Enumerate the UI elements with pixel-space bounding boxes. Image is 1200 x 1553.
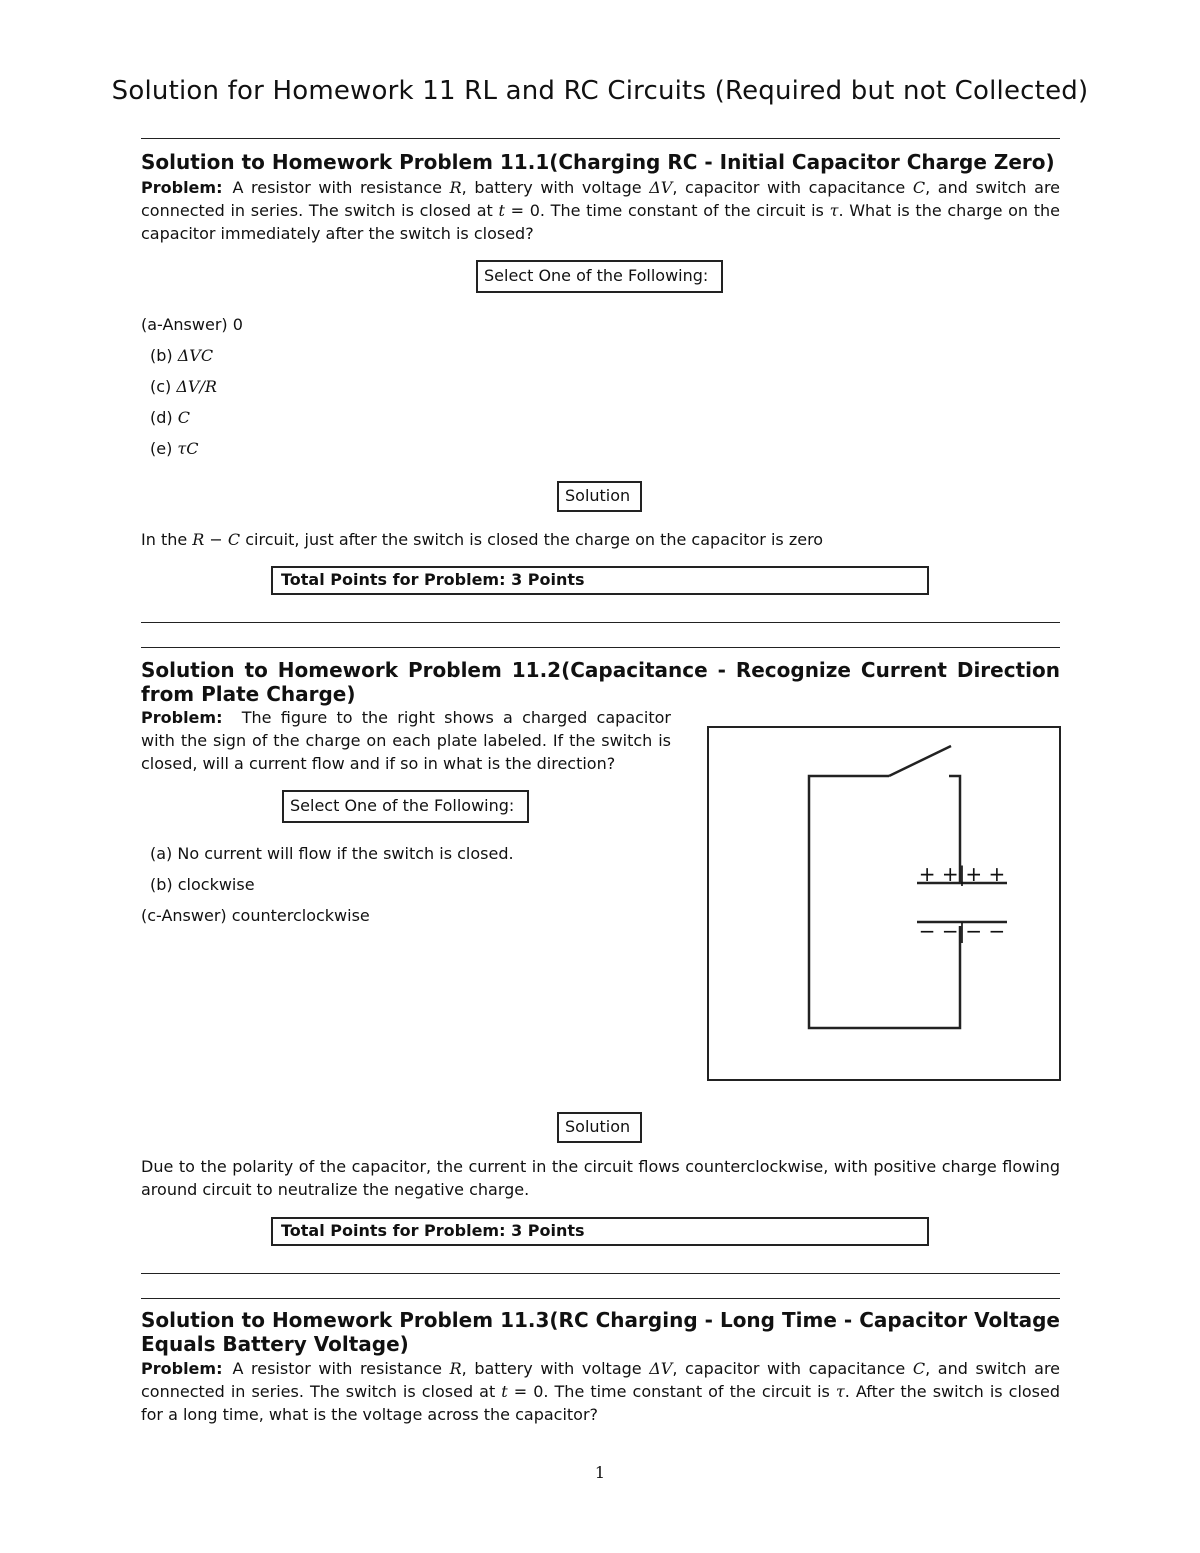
problem-label: Problem:	[141, 178, 223, 197]
negative-charge-label: − −|− −	[918, 919, 1006, 943]
problem-label: Problem:	[141, 708, 223, 727]
page-title: Solution for Homework 11 RL and RC Circuits (Required but not Collected)	[111, 76, 1089, 106]
circuit-wire	[809, 776, 960, 1028]
solution-box: Solution	[557, 481, 642, 512]
problem-3-statement: Problem: A resistor with resistance R, battery with voltage ΔV, capacitor with capacitance C, and switch are connected in series. The switch is closed at t = 0. The time constant of the circuit is τ. After the switch is closed for a long time, what is the voltage across the capacitor?	[141, 1359, 1061, 1424]
problem-label: Problem:	[141, 1359, 223, 1378]
problem-2-solution: Due to the polarity of the capacitor, the current in the circuit flows counterclockwise, with positive charge flowing around circuit to neutralize the negative charge.	[141, 1157, 1060, 1199]
switch-blade	[889, 746, 951, 776]
solution-box: Solution	[557, 1112, 642, 1143]
choice-d: (d) C	[150, 408, 190, 427]
positive-charge-label: + +|+ +	[918, 862, 1006, 886]
choice-e: (e) τC	[150, 439, 199, 458]
choice-a: (a-Answer) 0	[141, 315, 243, 334]
problem-1-heading: Solution to Homework Problem 11.1(Charging RC - Initial Capacitor Charge Zero)	[141, 150, 1055, 174]
total-points-box: Total Points for Problem: 3 Points	[271, 1217, 929, 1246]
section-divider	[141, 622, 1060, 623]
choice-a: (a) No current will flow if the switch is closed.	[150, 844, 514, 863]
choice-b: (b) ΔVC	[150, 346, 214, 365]
choice-c: (c-Answer) counterclockwise	[141, 906, 370, 925]
section-divider	[141, 1273, 1060, 1274]
problem-2-statement: Problem: The figure to the right shows a charged capacitor with the sign of the charge on each plate labeled. If the switch is closed, will a current flow and if so in what is the direction?	[141, 708, 672, 773]
choice-b: (b) clockwise	[150, 875, 255, 894]
circuit-diagram	[709, 728, 1058, 1078]
problem-2-heading: Solution to Homework Problem 11.2(Capacitance - Recognize Current Direction from Plate Charge)	[141, 658, 1060, 706]
section-divider	[141, 138, 1060, 139]
select-one-box: Select One of the Following:	[282, 790, 529, 823]
total-points-box: Total Points for Problem: 3 Points	[271, 566, 929, 595]
problem-1-solution: In the R − C circuit, just after the switch is closed the charge on the capacitor is zero	[141, 530, 824, 549]
choice-c: (c) ΔV/R	[150, 377, 217, 396]
section-divider	[141, 647, 1060, 648]
page-number: 1	[594, 1463, 606, 1482]
problem-1-statement: Problem: A resistor with resistance R, battery with voltage ΔV, capacitor with capacitance C, and switch are connected in series. The switch is closed at t = 0. The time constant of the circuit is τ. What is the charge on the capacitor immediately after the switch is closed?	[141, 178, 1061, 243]
problem-3-heading: Solution to Homework Problem 11.3(RC Charging - Long Time - Capacitor Voltage Equals Battery Voltage)	[141, 1308, 1060, 1356]
select-one-box: Select One of the Following:	[476, 260, 723, 293]
circuit-figure	[707, 726, 1061, 1081]
section-divider	[141, 1298, 1060, 1299]
